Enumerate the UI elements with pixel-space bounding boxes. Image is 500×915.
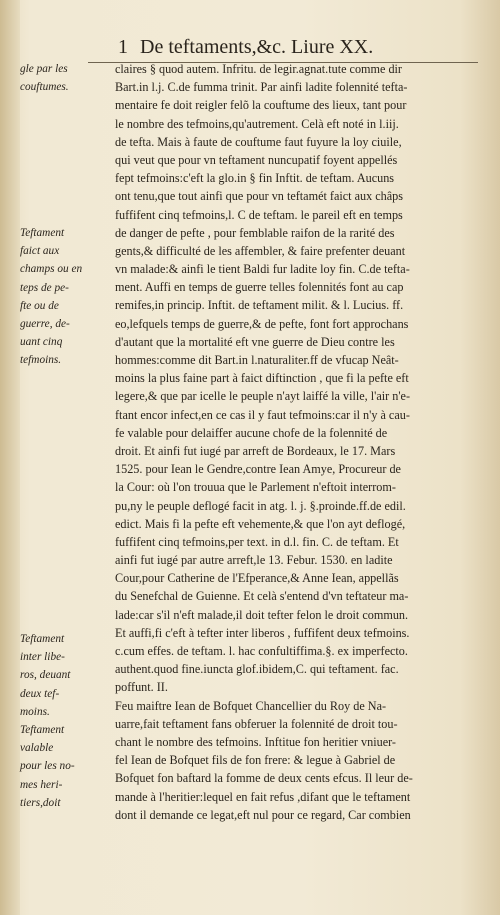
text-line: du Senefchal de Guienne. Et celà s'entend d'vn teftateur ma- <box>115 589 409 604</box>
margin-note-line: champs ou en <box>20 263 83 276</box>
text-line: la Cour: où l'on trouua que le Parlement n'eftoit interrom- <box>115 480 396 495</box>
text-line: fe valable pour delaiffer aucune chofe de la folennité de <box>115 425 388 440</box>
main-text-block <box>115 60 491 824</box>
text-line: eo,lefquels temps de guerre,& de pefte, font fort approchans <box>115 316 409 331</box>
text-line: fel Iean de Bofquet fils de fon frere: & legue à Gabriel de <box>115 753 396 768</box>
text-line: Et auffi,fi c'eft à tefter inter liberos , fuffifent deux tefmoins. <box>115 625 410 640</box>
margin-note-line: mes heri- <box>20 778 63 791</box>
text-line: Feu maiftre Iean de Bofquet Chancellier du Roy de Na- <box>115 698 387 713</box>
text-line: fuffifent cinq tefmoins,l. C de teftam. le pareil eft en temps <box>115 207 403 222</box>
margin-note <box>20 224 116 370</box>
text-line: ainfi fut iugé par autre arreft,le 13. Febur. 1530. en ladite <box>115 553 393 568</box>
running-title: De teftaments,&c. Liure XX. <box>140 36 374 58</box>
margin-note-line: teps de pe- <box>20 281 69 294</box>
text-line: remifes,in princip. Inftit. de teftament milit. & l. Lucius. ff. <box>115 298 404 313</box>
text-line: hommes:comme dit Bart.in l.naturaliter.ff de vfucap Neât- <box>115 353 399 367</box>
margin-note-line: uant cinq <box>20 336 63 349</box>
margin-note-line: Teftament <box>20 723 65 736</box>
margin-note-line: ros, deuant <box>20 669 71 682</box>
text-line: d'autant que la mortalité eft vne guerre de Dieu contre les <box>115 334 395 349</box>
margin-note-line: Teftament <box>20 633 65 645</box>
text-line: lade:car s'il n'eft malade,il doit tefter felon le droit commun. <box>115 607 409 622</box>
text-line: ont tenu,que tout ainfi que pour vn teftamét faict aux châps <box>115 189 404 204</box>
text-line: mande à l'heritier:lequel en fait refus ,difant que le teftament <box>115 789 411 804</box>
margin-note-line: fte ou de <box>20 299 59 312</box>
text-line: dont il demande ce legat,eft nul pour ce regard, Car combien <box>115 807 411 822</box>
text-line: droit. Et ainfi fut iugé par arreft de Bordeaux, le 17. Mars <box>115 443 396 458</box>
text-line: gents,& difficulté de les affembler, & faire prefenter deuant <box>115 243 406 258</box>
text-line: ftant encor infect,en ce cas il y faut tefmoins:car il n'y à cau- <box>115 407 410 422</box>
text-line: edict. Mais fi la pefte eft vehemente,& que l'on ayt deflogé, <box>115 516 406 531</box>
text-line: poffunt. II. <box>115 680 168 695</box>
margin-note-line: couftumes. <box>20 81 69 94</box>
text-line: pu,ny le peuple deflogé facit in atg. l. j. §.proinde.ff.de edil. <box>115 498 406 513</box>
text-line: claires § quod autem. Infritu. de legir.agnat.tute comme dir <box>115 62 402 76</box>
text-line: qui veut que pour vn teftament nuncupatif foyent appellés <box>115 152 398 167</box>
margin-note-line: Teftament <box>20 227 65 239</box>
margin-note-line: guerre, de- <box>20 317 70 330</box>
text-line: de danger de pefte , pour femblable raifon de la rarité des <box>115 225 395 240</box>
margin-note-line: tiers,doit <box>20 796 61 809</box>
text-line: mentaire fe doit reigler felõ la couftume des lieux, tant pour <box>115 98 407 113</box>
text-line: moins la plus faine part à faict diftinction , que fi la pefte eft <box>115 371 409 386</box>
running-header <box>118 36 478 60</box>
margin-note-line: pour les no- <box>20 760 75 773</box>
text-line: legere,& que par icelle le peuple n'ayt laiffé la ville, l'air n'e- <box>115 389 410 404</box>
text-line: 1525. pour Iean le Gendre,contre Iean Amye, Procureur de <box>115 462 401 477</box>
text-line: c.cum effes. de teftam. l. hac confultiffima.§. ex imperfecto. <box>115 644 408 658</box>
margin-note-line: deux tef- <box>20 687 60 700</box>
page-gutter <box>0 0 20 915</box>
margin-note-line: inter libe- <box>20 651 65 664</box>
text-line: le nombre des tefmoins,qu'autrement. Celà eft noté in l.iij. <box>115 116 399 131</box>
margin-note <box>20 60 116 96</box>
text-line: uarre,fait teftament fans obferuer la folennité de droit tou- <box>115 716 398 731</box>
text-line: Bart.in l.j. C.de fumma trinit. Par ainfi ladite folennité tefta- <box>115 80 408 95</box>
page-number: 1 <box>118 36 129 58</box>
text-line: Bofquet fon baftard la fomme de deux cents efcus. Il leur de- <box>115 771 413 786</box>
text-line: fuffifent cinq tefmoins,per text. in d.l. fin. C. de teftam. Et <box>115 534 399 549</box>
text-line: authent.quod fine.iuncta glof.ibidem,C. qui teftament. fac. <box>115 662 399 677</box>
text-line: vn malade:& ainfi le tient Baldi fur ladite loy fin. C.de tefta- <box>115 262 410 277</box>
margin-note-line: moins. <box>20 705 50 718</box>
text-line: fept tefmoins:c'eft la glo.in § fin Inftit. de teftam. Aucuns <box>115 171 395 186</box>
margin-note-line: faict aux <box>20 245 60 258</box>
margin-note <box>20 630 116 812</box>
text-line: chant le nombre des tefmoins. Inftitue fon heritier vniuer- <box>115 734 396 749</box>
text-line: ment. Auffi en temps de guerre telles folennités font au cap <box>115 280 404 295</box>
text-line: Cour,pour Catherine de l'Efperance,& Anne Iean, appellãs <box>115 571 399 586</box>
margin-note-line: gle par les <box>20 63 68 75</box>
margin-note-line: tefmoins. <box>20 354 62 367</box>
margin-note-line: valable <box>20 742 54 755</box>
text-line: de tefta. Mais à faute de couftume faut fuyure la loy ciuile, <box>115 134 402 149</box>
